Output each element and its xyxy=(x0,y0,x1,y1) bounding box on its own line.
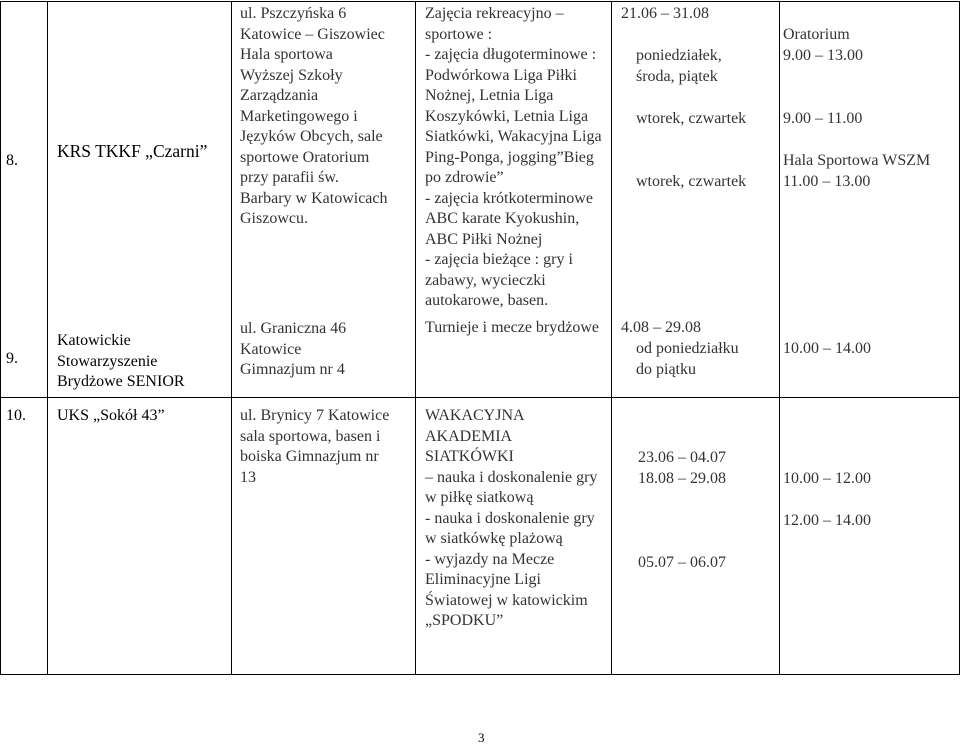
column-divider-3 xyxy=(415,1,416,675)
row-10-dates: 23.06 – 04.07 18.08 – 29.08 xyxy=(638,449,726,487)
row-9-days: od poniedziałku do piątku xyxy=(636,340,739,378)
column-divider-1 xyxy=(47,1,48,675)
row-8-hours-3: Hala Sportowa WSZM 11.00 – 13.00 xyxy=(783,152,931,190)
row-10-hours-2: 12.00 – 14.00 xyxy=(783,512,871,529)
row-9-number: 9. xyxy=(6,350,18,367)
row-10-activities: WAKACYJNA AKADEMIA SIATKÓWKI – nauka i doskonalenie gry w piłkę siatkową - nauka i doskonalenie gry w siatkówkę plażową - wyjazdy na Mecze Eliminacyjne Ligi Światowej w katowickim „SPODKU” xyxy=(425,407,598,629)
row-9-activities: Turnieje i mecze brydżowe xyxy=(425,319,600,336)
row-8-days: poniedziałek, środa, piątek xyxy=(636,47,722,85)
column-divider-5 xyxy=(779,1,780,675)
row-10-hours: 10.00 – 12.00 xyxy=(783,470,871,487)
row-8-hours: Oratorium 9.00 – 13.00 xyxy=(783,26,863,64)
row-9-organization: Katowickie Stowarzyszenie Brydżowe SENIOR xyxy=(57,332,185,390)
row-8-activities: Zajęcia rekreacyjno – sportowe : - zajęcia długoterminowe : Podwórkowa Liga Piłki Nożnej, Letnia Liga Koszykówki, Letnia Liga Siatkówki, Wakacyjna Liga Ping-Ponga, jogging”Bieg po zdrowie” - zajęcia krótkoterminowe ABC karate Kyokushin, ABC Piłki Nożnej - zajęcia bieżące : gry i zabawy, wycieczki autokarowe, basen. xyxy=(425,5,602,309)
column-divider-2 xyxy=(231,1,232,675)
row-10-place: ul. Brynicy 7 Katowice sala sportowa, basen i boiska Gimnazjum nr 13 xyxy=(240,407,390,486)
table-top-border xyxy=(0,1,959,2)
row-8-organization: KRS TKKF „Czarni” xyxy=(57,141,208,161)
row-8-dates: 21.06 – 31.08 xyxy=(621,5,709,22)
row-9-place: ul. Graniczna 46 Katowice Gimnazjum nr 4 xyxy=(240,320,347,378)
row-8-place: ul. Pszczyńska 6 Katowice – Giszowiec Hala sportowa Wyższej Szkoły Zarządzania Marketingowego i Języków Obcych, sale sportowe Oratorium przy parafii św. Barbary w Katowicach Giszowcu. xyxy=(240,5,388,227)
table-bottom-border xyxy=(0,674,959,675)
row-10-organization: UKS „Sokół 43” xyxy=(57,407,165,424)
row-8-days-extra: wtorek, czwartek xyxy=(636,110,747,127)
row-10-number: 10. xyxy=(6,407,26,424)
row-9-hours: 10.00 – 14.00 xyxy=(783,340,871,357)
row-9-dates: 4.08 – 29.08 xyxy=(621,319,701,336)
row-8-days-extra-2: wtorek, czwartek xyxy=(636,173,747,190)
column-divider-4 xyxy=(611,1,612,675)
page-number: 3 xyxy=(478,730,485,745)
row-divider-9-10 xyxy=(0,397,959,398)
table-left-border xyxy=(0,1,1,675)
row-8-hours-2: 9.00 – 11.00 xyxy=(783,110,863,127)
row-8-number: 8. xyxy=(6,152,18,169)
row-10-dates-2: 05.07 – 06.07 xyxy=(638,554,726,571)
